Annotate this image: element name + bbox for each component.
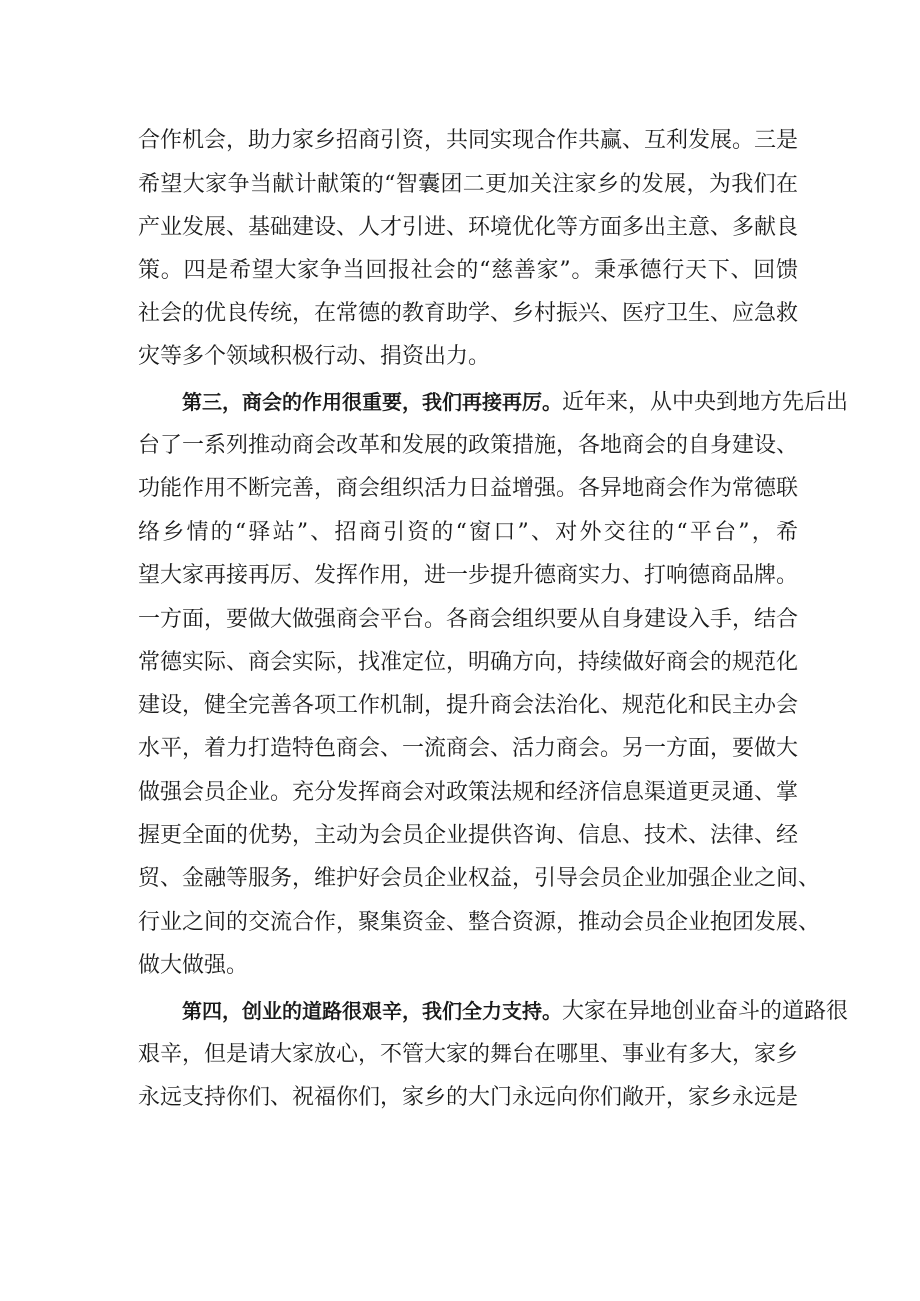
- text-line: 灾等多个领域积极行动、捐资出力。: [138, 344, 491, 369]
- paragraph-3-first-line-text: 近年来，从中央到地方先后出: [562, 390, 849, 415]
- text-line: 艰辛，但是请大家放心，不管大家的舞台在哪里、事业有多大，家乡: [138, 1042, 799, 1067]
- text-line: 策。四是希望大家争当回报社会的“慈善家”。秉承德行天下、回馈: [138, 258, 798, 283]
- text-line: 台了一系列推动商会改革和发展的政策措施，各地商会的自身建设、: [138, 433, 799, 458]
- text-line: 水平，着力打造特色商会、一流商会、活力商会。另一方面，要做大: [138, 736, 799, 761]
- text-line: 社会的优良传统，在常德的教育助学、乡村振兴、医疗卫生、应急救: [138, 301, 799, 326]
- text-line: 功能作用不断完善，商会组织活力日益增强。各异地商会作为常德联: [138, 476, 799, 501]
- text-line: 行业之间的交流合作，聚集资金、整合资源，推动会员企业抱团发展、: [138, 910, 821, 935]
- paragraph-3-heading: 第三，商会的作用很重要，我们再接再厉。: [182, 390, 562, 414]
- text-line: 建设，健全完善各项工作机制，提升商会法治化、规范化和民主办会: [138, 693, 799, 718]
- text-line: 希望大家争当献计献策的“智囊团二更加关注家乡的发展，为我们在: [138, 172, 798, 197]
- paragraph-4-first-line-text: 大家在异地创业奋斗的道路很: [562, 999, 849, 1024]
- text-line: 合作机会，助力家乡招商引资，共同实现合作共赢、互利发展。三是: [138, 128, 799, 153]
- text-line: 贸、金融等服务，维护好会员企业权益，引导会员企业加强企业之间、: [138, 866, 821, 891]
- text-line: 做强会员企业。充分发挥商会对政策法规和经济信息渠道更灵通、掌: [138, 780, 799, 805]
- text-line: 永远支持你们、祝福你们，家乡的大门永远向你们敞开，家乡永远是: [138, 1085, 799, 1110]
- text-line: 握更全面的优势，主动为会员企业提供咨询、信息、技术、法律、经: [138, 823, 799, 848]
- text-line: 一方面，要做大做强商会平台。各商会组织要从自身建设入手，结合: [138, 607, 799, 632]
- text-line: 络乡情的“驿站”、招商引资的“窗口”、对外交往的“平台”，希: [138, 520, 798, 545]
- text-line: 做大做强。: [138, 953, 249, 978]
- text-line: 产业发展、基础建设、人才引进、环境优化等方面多出主意、多献良: [138, 215, 799, 240]
- text-line: 常德实际、商会实际，找准定位，明确方向，持续做好商会的规范化: [138, 650, 799, 675]
- paragraph-4-heading: 第四，创业的道路很艰辛，我们全力支持。: [182, 999, 562, 1023]
- paragraph-3-first-line: [182, 387, 849, 418]
- text-line: 望大家再接再厉、发挥作用，进一步提升德商实力、打响德商品牌。: [138, 563, 799, 588]
- paragraph-4-first-line: [182, 996, 849, 1027]
